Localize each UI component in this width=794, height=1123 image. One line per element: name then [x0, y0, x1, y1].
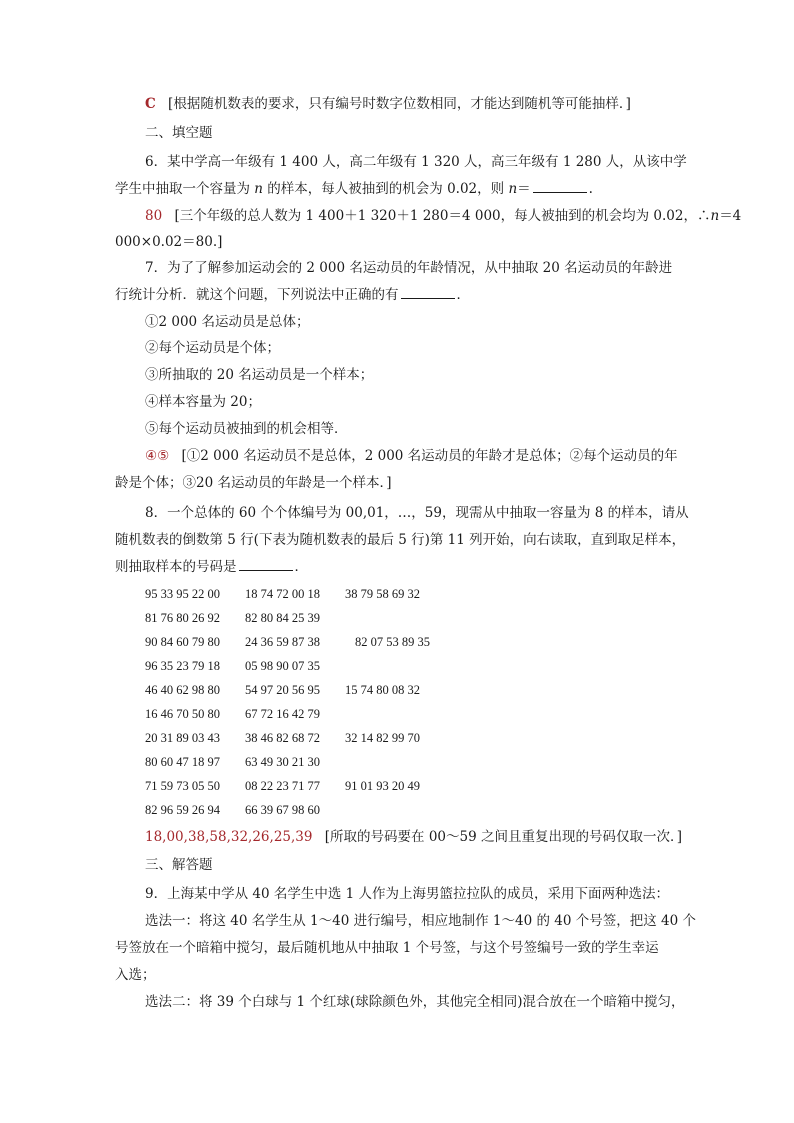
table-row: 46 40 62 98 80 54 97 20 56 95 15 74 80 08 32 [145, 683, 420, 697]
answer-blank [401, 285, 455, 299]
question-8-line-1: 8．一个总体的 60 个个体编号为 00,01，…，59，现需从中抽取一容量为 8 的样本，请从 [145, 505, 689, 521]
answer-value: ④⑤ [145, 448, 170, 464]
answer-line-q6: 80 [三个年级的总人数为 1 400＋1 320＋1 280＝4 000，每人被抽到的机会均为 0.02，∴n＝4 [145, 208, 742, 224]
answer-line-q6-cont: 000×0.02＝80.] [115, 234, 223, 250]
question-7-option-2: ②每个运动员是个体； [145, 340, 280, 356]
question-7-option-4: ④样本容量为 20； [145, 394, 261, 410]
answer-blank [239, 557, 293, 571]
question-7-option-3: ③所抽取的 20 名运动员是一个样本； [145, 367, 374, 383]
answer-value: 18,00,38,58,32,26,25,39 [145, 829, 313, 845]
question-8-line-2: 随机数表的倒数第 5 行(下表为随机数表的最后 5 行)第 11 列开始，向右读取，直到取足样本， [115, 532, 686, 548]
table-row: 95 33 95 22 00 18 74 72 00 18 38 79 58 69 32 [145, 587, 420, 601]
answer-blank [533, 179, 587, 193]
question-6-line-2: 学生中抽取一个容量为 n 的样本，每人被抽到的机会为 0.02，则 n＝ . [115, 181, 593, 197]
question-6-line-1: 6．某中学高一年级有 1 400 人，高二年级有 1 320 人，高三年级有 1 280 人，从该中学 [145, 154, 687, 170]
question-9-method-2-line-1: 选法二：将 39 个白球与 1 个红球(球除颜色外，其他完全相同)混合放在一个暗箱中搅匀， [145, 994, 685, 1010]
question-9-method-1-line-2: 号签放在一个暗箱中搅匀，最后随机地从中抽取 1 个号签，与这个号签编号一致的学生幸运 [115, 940, 659, 956]
question-7-line-2: 行统计分析．就这个问题，下列说法中正确的有 ． [115, 287, 470, 303]
table-row: 80 60 47 18 97 63 49 30 21 30 [145, 755, 320, 769]
question-8-line-3: 则抽取样本的号码是 ． [115, 559, 308, 575]
question-9-method-1-line-1: 选法一：将这 40 名学生从 1～40 进行编号，相应地制作 1～40 的 40 个号签，把这 40 个 [145, 913, 696, 929]
table-row: 71 59 73 05 50 08 22 23 71 77 91 01 93 20 49 [145, 779, 420, 793]
table-row: 20 31 89 03 43 38 46 82 68 72 32 14 82 99 70 [145, 731, 420, 745]
question-9-method-1-line-3: 入选； [115, 967, 156, 983]
section-heading-solutions: 三、解答题 [145, 857, 213, 873]
answer-line-q7: ④⑤ [①2 000 名运动员不是总体，2 000 名运动员的年龄才是总体；②每个运动员的年 [145, 448, 678, 464]
answer-value: 80 [145, 208, 163, 224]
question-7-line-1: 7．为了了解参加运动会的 2 000 名运动员的年龄情况，从中抽取 20 名运动员的年龄进 [145, 260, 673, 276]
answer-line-q8: 18,00,38,58,32,26,25,39 [所取的号码要在 00～59 之间且重复出现的号码仅取一次．] [145, 829, 682, 845]
section-heading-fill-in: 二、填空题 [145, 125, 213, 141]
table-row: 82 96 59 26 94 66 39 67 98 60 [145, 803, 320, 817]
answer-explanation: [根据随机数表的要求，只有编号时数字位数相同，才能达到随机等可能抽样．] [168, 96, 631, 112]
table-row: 90 84 60 79 80 24 36 59 87 38 82 07 53 89 35 [145, 635, 430, 649]
answer-line-q7-cont: 龄是个体；③20 名运动员的年龄是一个样本．] [115, 475, 392, 491]
answer-letter: C [145, 96, 156, 112]
table-row: 16 46 70 50 80 67 72 16 42 79 [145, 707, 320, 721]
question-9-line-1: 9．上海某中学从 40 名学生中选 1 人作为上海男篮拉拉队的成员，采用下面两种选法： [145, 886, 670, 902]
answer-line-q5 [145, 94, 685, 114]
question-7-option-1: ①2 000 名运动员是总体； [145, 314, 310, 330]
table-row: 96 35 23 79 18 05 98 90 07 35 [145, 659, 320, 673]
question-7-option-5: ⑤每个运动员被抽到的机会相等． [145, 421, 348, 437]
table-row: 81 76 80 26 92 82 80 84 25 39 [145, 611, 320, 625]
